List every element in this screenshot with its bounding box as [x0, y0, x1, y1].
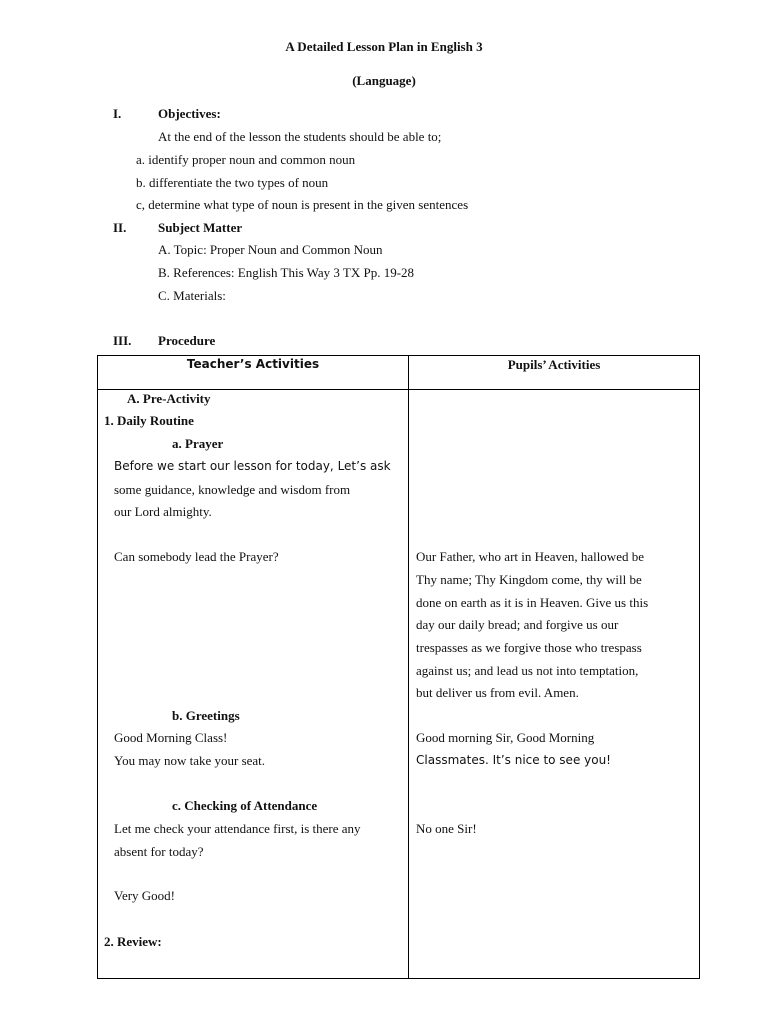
greetings-heading: b. Greetings	[172, 708, 240, 723]
teacher-activities-header: Teacher’s Activities	[186, 357, 320, 371]
pupil-text-line: against us; and lead us not into temptation,	[416, 663, 639, 678]
pupil-text-line: Thy name; Thy Kingdom come, thy will be	[416, 572, 642, 587]
pupil-text-line: Good morning Sir, Good Morning	[416, 730, 595, 745]
pre-activity-heading: A. Pre-Activity	[127, 391, 211, 406]
attendance-heading: c. Checking of Attendance	[172, 798, 318, 813]
procedure-numeral: III.	[113, 333, 132, 348]
subject-matter-item: A. Topic: Proper Noun and Common Noun	[158, 242, 383, 257]
subject-matter-heading: Subject Matter	[158, 220, 243, 235]
teacher-text-line: Before we start our lesson for today, Let’s ask	[114, 459, 391, 473]
objectives-intro: At the end of the lesson the students should be able to;	[158, 129, 442, 144]
pupil-text-line: day our daily bread; and forgive us our	[416, 617, 619, 632]
pupil-text-line: but deliver us from evil. Amen.	[416, 685, 579, 700]
procedure-heading: Procedure	[158, 333, 216, 348]
very-good-text: Very Good!	[114, 888, 176, 903]
objective-item: b. differentiate the two types of noun	[136, 175, 329, 190]
daily-routine-heading: 1. Daily Routine	[104, 413, 194, 428]
teacher-text-line: You may now take your seat.	[114, 753, 266, 768]
subject-matter-numeral: II.	[113, 220, 127, 235]
pupil-text-line: trespasses as we forgive those who trespass	[416, 640, 642, 655]
document-subtitle: (Language)	[352, 73, 416, 88]
subject-matter-item: C. Materials:	[158, 288, 226, 303]
objectives-numeral: I.	[113, 106, 122, 121]
teacher-text-line: our Lord almighty.	[114, 504, 212, 519]
pupil-attendance-answer: No one Sir!	[416, 821, 477, 836]
subject-matter-item: B. References: English This Way 3 TX Pp. 19-28	[158, 265, 415, 280]
pupils-activities-header: Pupils’ Activities	[507, 357, 601, 372]
objective-item: a. identify proper noun and common noun	[136, 152, 356, 167]
table-column-divider	[408, 355, 409, 979]
teacher-text-line: some guidance, knowledge and wisdom from	[114, 482, 351, 497]
document-title: A Detailed Lesson Plan in English 3	[285, 39, 483, 54]
prayer-heading: a. Prayer	[172, 436, 224, 451]
objectives-heading: Objectives:	[158, 106, 221, 121]
teacher-text-line: absent for today?	[114, 844, 204, 859]
prayer-question: Can somebody lead the Prayer?	[114, 549, 279, 564]
objective-item: c, determine what type of noun is present in the given sentences	[136, 197, 469, 212]
pupil-text-line: Our Father, who art in Heaven, hallowed be	[416, 549, 644, 564]
pupil-text-line: Classmates. It’s nice to see you!	[416, 753, 611, 767]
teacher-text-line: Good Morning Class!	[114, 730, 228, 745]
pupil-text-line: done on earth as it is in Heaven. Give us this	[416, 595, 649, 610]
review-heading: 2. Review:	[104, 934, 162, 949]
table-header-divider	[97, 389, 700, 390]
teacher-text-line: Let me check your attendance first, is there any	[114, 821, 361, 836]
